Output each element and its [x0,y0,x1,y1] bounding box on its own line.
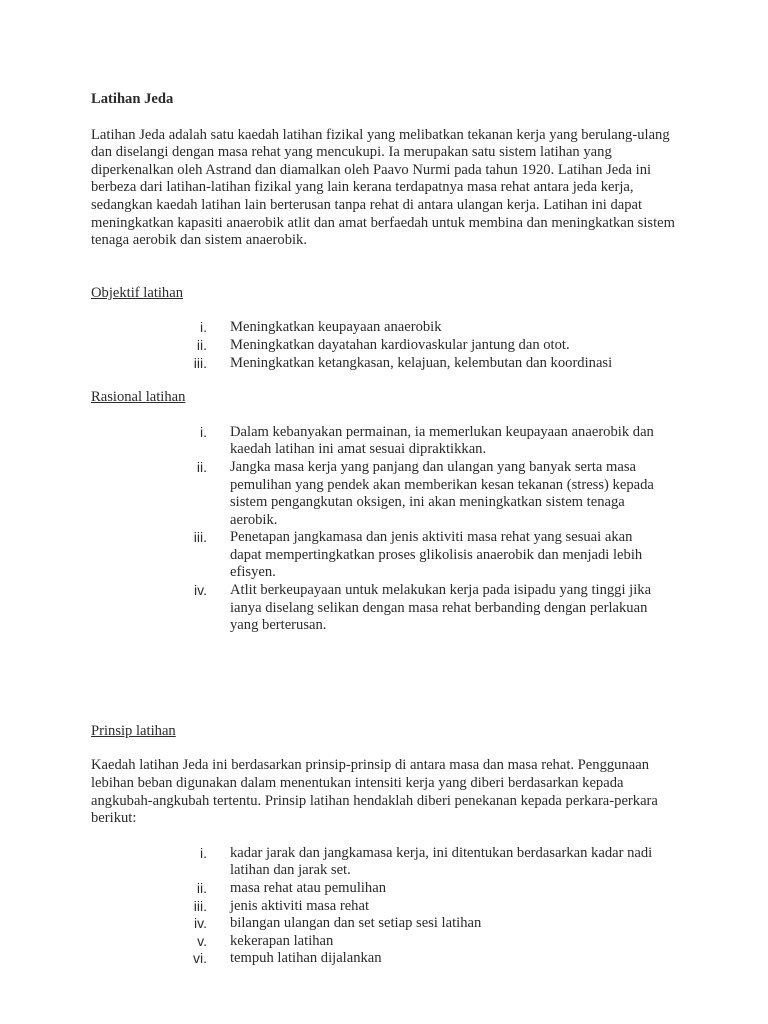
list-number: vi. [193,950,207,967]
list-item [91,950,660,968]
rasional-heading: Rasional latihan [91,389,186,406]
objektif-heading: Objektif latihan [91,284,183,301]
list-number: ii. [196,336,207,353]
list-number: iii. [193,529,207,546]
list-number: i. [200,319,207,336]
list-number: iii. [193,897,207,914]
list-number: ii. [196,880,207,896]
list-number: i. [200,844,207,861]
list-item-text: Meningkatkan dayatahan kardiovaskular jantung dan otot. [230,336,570,353]
list-item [91,582,660,635]
list-number: iv. [194,582,207,599]
list-item-text: Jangka masa kerja yang panjang dan ulangan yang banyak serta masa pemulihan yang pendek akan memberikan kesan tekanan (stress) kepada sistem pengangkutan oksigen, ini akan meningkatkan sistem tenaga aerobik. [230,458,654,528]
list-item-text: kekerapan latihan [230,932,334,949]
list-number: v. [197,932,207,949]
list-number: iii. [193,354,207,371]
list-item [91,459,660,529]
list-item [91,898,660,916]
list-item-text: masa rehat atau pemulihan [230,880,387,896]
rasional-list [91,424,681,635]
list-item-text: Meningkatkan keupayaan anaerobik [230,319,442,336]
list-item-text: Meningkatkan ketangkasan, kelajuan, kelembutan dan koordinasi [230,354,613,371]
prinsip-list [91,845,681,968]
list-item-text: bilangan ulangan dan set setiap sesi latihan [230,915,482,932]
list-item-text: Atlit berkeupayaan untuk melakukan kerja pada isipadu yang tinggi jika ianya diselang selikan dengan masa rehat berbanding dengan perlakuan yang berterusan. [230,582,652,634]
document-title: Latihan Jeda [91,91,174,107]
list-item [91,424,660,459]
list-item [91,933,660,951]
prinsip-paragraph: Kaedah latihan Jeda ini berdasarkan prinsip-prinsip di antara masa dan masa rehat. Penggunaan lebihan beban digunakan dalam menentukan intensiti kerja yang diberi berdasarkan kepada angkubah-angkubah tertentu. Prinsip latihan hendaklah diberi penekanan kepada perkara-perkara berikut: [91,757,658,827]
list-item-text: jenis aktiviti masa rehat [230,897,370,914]
list-number: i. [200,423,207,440]
list-item [91,529,660,582]
objektif-list [91,319,681,372]
list-item-text: Penetapan jangkamasa dan jenis aktiviti masa rehat yang sesuai akan dapat mempertingkatkan proses glikolisis anaerobik dan menjadi lebih efisyen. [230,529,643,581]
intro-paragraph: Latihan Jeda adalah satu kaedah latihan fizikal yang melibatkan tekanan kerja yang berulang-ulang dan diselangi dengan masa rehat yang mencukupi. Ia merupakan satu sistem latihan yang diperkenalkan oleh Astrand dan diamalkan oleh Paavo Nurmi pada tahun 1920. Latihan Jeda ini berbeza dari latihan-latihan fizikal yang lain kerana terdapatnya masa rehat antara jeda kerja, sedangkan kaedah latihan lain berterusan tanpa rehat di antara ulangan kerja. Latihan ini dapat meningkatkan kapasiti anaerobik atlit dan amat berfaedah untuk membina dan meningkatkan sistem tenaga aerobik dan sistem anaerobik. [91,126,675,249]
list-item [91,915,660,933]
list-item-text: tempuh latihan dijalankan [230,950,382,967]
list-item [91,845,660,880]
list-number: iv. [194,915,207,932]
list-item-text: Dalam kebanyakan permainan, ia memerlukan keupayaan anaerobik dan kaedah latihan ini amat sesuai dipraktikkan. [230,423,654,458]
list-number: ii. [196,458,207,475]
list-item [91,355,660,373]
list-item [91,880,660,898]
document-page [91,91,681,968]
prinsip-heading: Prinsip latihan [91,722,176,739]
list-item-text: kadar jarak dan jangkamasa kerja, ini ditentukan berdasarkan kadar nadi latihan dan jarak set. [230,844,653,879]
list-item [91,337,660,355]
list-item [91,319,660,337]
